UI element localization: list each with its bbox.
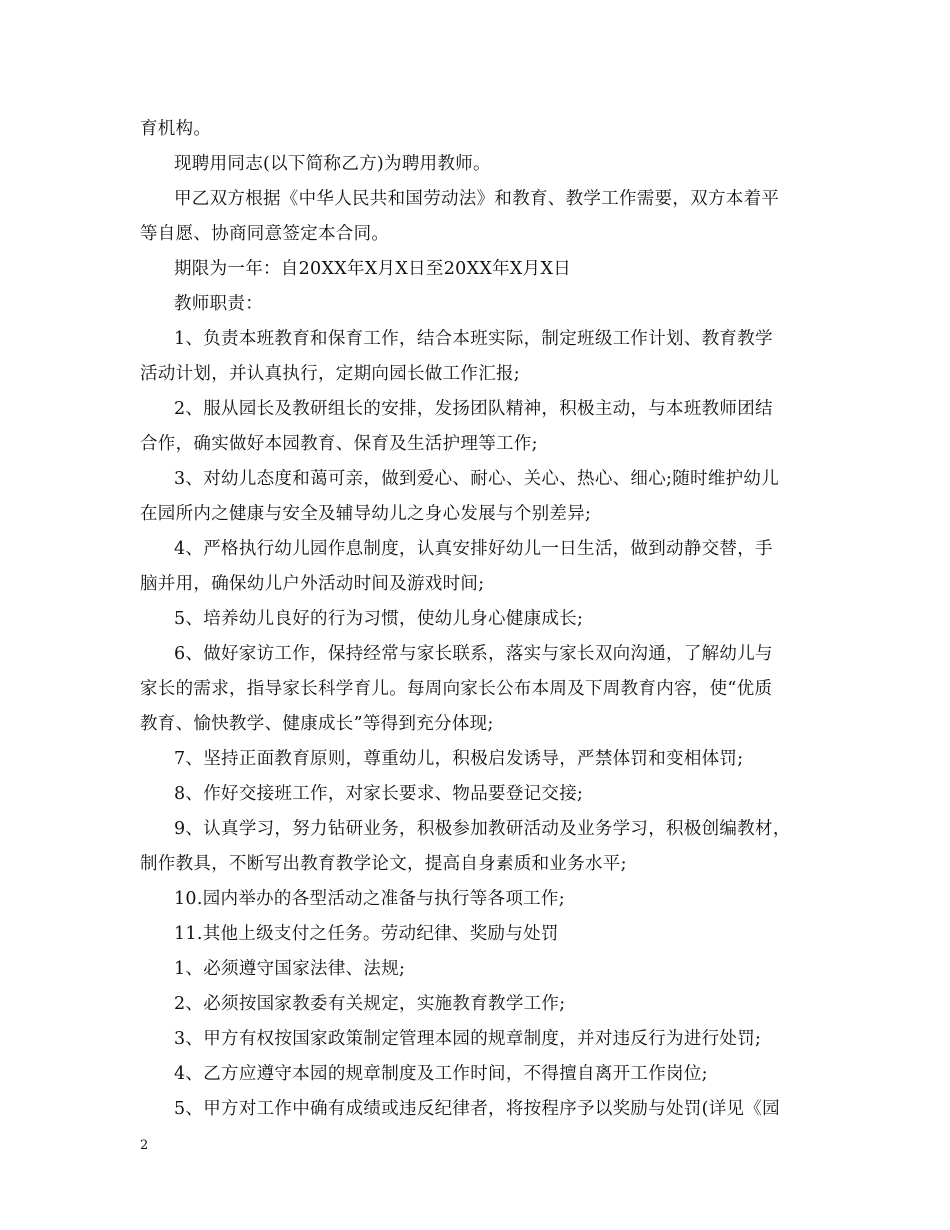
text-line: 教育、愉快教学、健康成长”等得到充分体现; [140, 714, 494, 734]
text-line: 1、负责本班教育和保育工作，结合本班实际，制定班级工作计划、教育教学 [174, 329, 773, 349]
text-line: 育机构。 [140, 119, 212, 139]
text-line: 3、甲方有权按国家政策制定管理本园的规章制度，并对违反行为进行处罚; [174, 1029, 762, 1049]
text-line: 3、对幼儿态度和蔼可亲，做到爱心、耐心、关心、热心、细心;随时维护幼儿 [174, 469, 780, 489]
text-line: 制作教具，不断写出教育教学论文，提高自身素质和业务水平; [140, 854, 627, 874]
text-line: 2、必须按国家教委有关规定，实施教育教学工作; [174, 994, 566, 1014]
text-line: 家长的需求，指导家长科学育儿。每周向家长公布本周及下周教育内容，使“优质 [140, 679, 773, 699]
text-line: 8、作好交接班工作，对家长要求、物品要登记交接; [174, 784, 584, 804]
text-line: 7、坚持正面教育原则，尊重幼儿，积极启发诱导，严禁体罚和变相体罚; [174, 749, 744, 769]
text-line: 4、严格执行幼儿园作息制度，认真安排好幼儿一日生活，做到动静交替，手 [174, 539, 773, 559]
text-line: 合作，确实做好本园教育、保育及生活护理等工作; [140, 434, 538, 454]
text-line: 5、甲方对工作中确有成绩或违反纪律者，将按程序予以奖励与处罚(详见《园 [174, 1099, 780, 1119]
text-line: 教师职责： [174, 294, 263, 314]
text-line: 10.园内举办的各型活动之准备与执行等各项工作; [174, 889, 565, 909]
page-number: 2 [140, 1138, 149, 1153]
text-line: 活动计划，并认真执行，定期向园长做工作汇报; [140, 364, 520, 384]
text-line: 11.其他上级支付之任务。劳动纪律、奖励与处罚 [174, 924, 559, 944]
text-line: 4、乙方应遵守本园的规章制度及工作时间，不得擅自离开工作岗位; [174, 1064, 708, 1084]
text-line: 1、必须遵守国家法律、法规; [174, 959, 406, 979]
text-line: 6、做好家访工作，保持经常与家长联系，落实与家长双向沟通，了解幼儿与 [174, 644, 773, 664]
text-line: 2、服从园长及教研组长的安排，发扬团队精神，积极主动，与本班教师团结 [174, 399, 773, 419]
text-line: 期限为一年：自20XX年X月X日至20XX年X月X日 [174, 259, 572, 279]
text-line: 等自愿、协商同意签定本合同。 [140, 224, 390, 244]
text-line: 9、认真学习，努力钻研业务，积极参加教研活动及业务学习，积极创编教材， [174, 819, 791, 839]
text-line: 脑并用，确保幼儿户外活动时间及游戏时间; [140, 574, 485, 594]
text-line: 5、培养幼儿良好的行为习惯，使幼儿身心健康成长; [174, 609, 584, 629]
text-line: 现聘用同志(以下简称乙方)为聘用教师。 [174, 154, 491, 174]
text-line: 在园所内之健康与安全及辅导幼儿之身心发展与个别差异; [140, 504, 592, 524]
text-line: 甲乙双方根据《中华人民共和国劳动法》和教育、教学工作需要，双方本着平 [174, 189, 780, 209]
